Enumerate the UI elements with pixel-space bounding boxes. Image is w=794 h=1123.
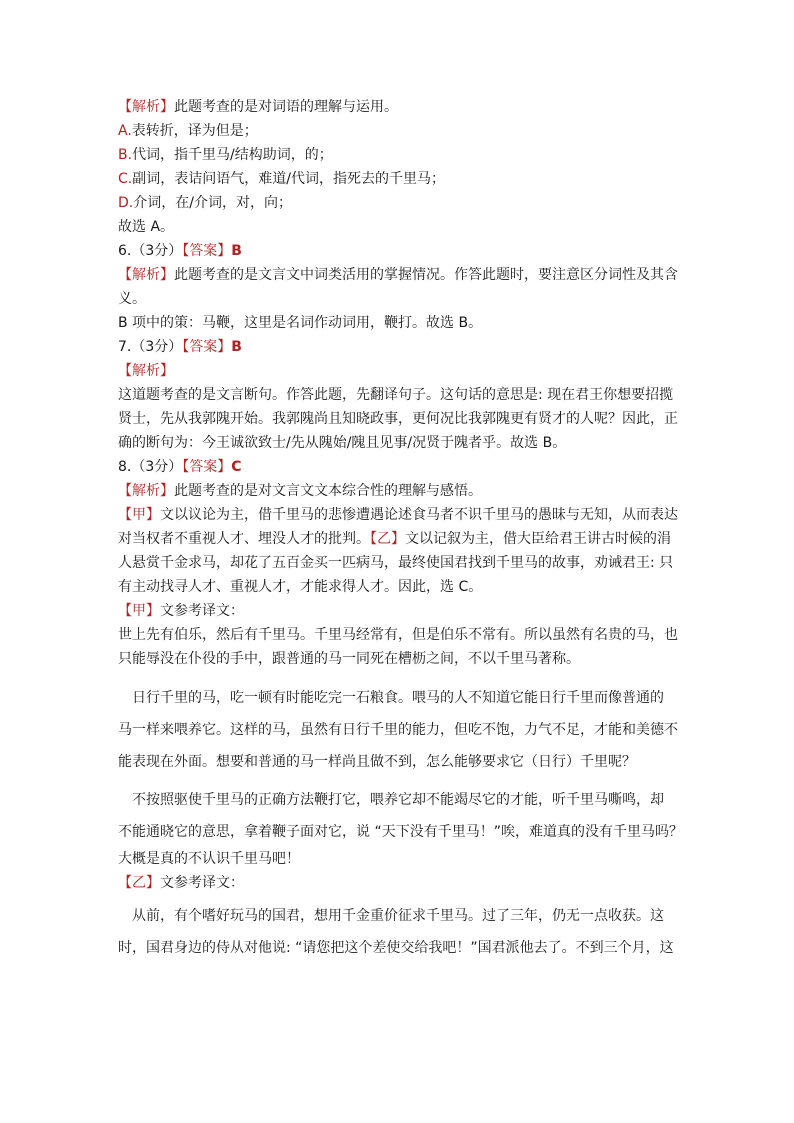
q8-header <box>118 456 678 478</box>
q8-line-1 <box>118 504 678 526</box>
q8-analysis-label: 【解析】 <box>118 483 174 499</box>
yi-translation-label: 【乙】 <box>118 875 160 891</box>
jia-p3-line-3: 大概是真的不认识千里马吧！ <box>118 851 300 867</box>
q6-number: 6.（3分） <box>118 243 183 259</box>
q5-option-d-text: 介词，在/介词，对，向； <box>133 195 292 211</box>
jia-p1-line-2: 只能辱没在仆役的手中，跟普通的马一同死在槽枥之间，不以千里马著称。 <box>118 651 580 667</box>
q5-analysis-text: 此题考查的是对词语的理解与运用。 <box>174 99 398 115</box>
q6-detail: B 项中的策：马鞭，这里是名词作动词用，鞭打。故选 B。 <box>118 315 483 331</box>
jia-p3-line-2: 不能通晓它的意思，拿着鞭子面对它，说 “天下没有千里马！”唉，难道真的没有千里马吗？ <box>118 824 683 840</box>
document-content <box>118 96 683 964</box>
q5-option-a-letter: A. <box>118 123 132 139</box>
q7-analysis-label: 【解析】 <box>118 363 174 379</box>
q6-analysis-label: 【解析】 <box>118 267 174 283</box>
q7-answer: B <box>231 339 242 355</box>
q5-analysis-label: 【解析】 <box>118 99 174 115</box>
q5-option-b-letter: B. <box>118 147 133 163</box>
q8-answer-label: 【答案】 <box>182 459 232 475</box>
q5-option-c-letter: C. <box>118 171 133 187</box>
q8-analysis <box>118 480 678 502</box>
q6-analysis-line-2: 义。 <box>118 291 146 307</box>
q7-number: 7.（3分） <box>118 339 183 355</box>
q8-line-4: 有主动找寻人才、重视人才，才能求得人才。因此，选 C。 <box>118 579 483 595</box>
yi-translation-heading-text: 文参考译文： <box>160 875 244 891</box>
jia-translation-heading-text: 文参考译文： <box>160 603 244 619</box>
q6-answer-label: 【答案】 <box>182 243 232 259</box>
jia-p1-line-1: 世上先有伯乐，然后有千里马。千里马经常有，但是伯乐不常有。所以虽然有名贵的马，也 <box>118 627 678 643</box>
q7-line-2: 贤士，先从我郭隗开始。我郭隗尚且知晓政事，更何况比我郭隗更有贤才的人呢？因此，正 <box>118 411 678 427</box>
yi-p1-line-2: 时，国君身边的侍从对他说: “请您把这个差使交给我吧！”国君派他去了。不到三个月，这 <box>118 940 674 956</box>
q7-line-3: 确的断句为：今王诚欲致士/先从隗始/隗且见事/况贤于隗者乎。故选 B。 <box>118 435 567 451</box>
q6-analysis-line-1 <box>118 264 678 286</box>
q6-analysis-text-1: 此题考查的是文言文中词类活用的掌握情况。作答此题时，要注意区分词性及其含 <box>174 267 678 283</box>
q5-option-a <box>118 120 678 142</box>
q6-answer: B <box>231 243 242 259</box>
q8-line-1-text: 文以议论为主，借千里马的悲惨遭遇论述食马者不识千里马的愚昧与无知，从而表达 <box>160 507 678 523</box>
q8-line-2b: 文以记叙为主，借大臣给君王讲古时候的涓 <box>405 531 671 547</box>
q8-line-2 <box>118 528 678 550</box>
jia-p2-line-2: 马一样来喂养它。这样的马，虽然有日行千里的能力，但吃不饱，力气不足，才能和美德不 <box>118 722 678 738</box>
yi-p1-line-1: 从前，有个嗜好玩马的国君，想用千金重价征求千里马。过了三年，仍无一点收获。这 <box>132 908 664 924</box>
q5-conclusion: 故选 A。 <box>118 219 175 235</box>
jia-p2-line-1: 日行千里的马，吃一顿有时能吃完一石粮食。喂马的人不知道它能日行千里而像普通的 <box>132 690 664 706</box>
q7-answer-label: 【答案】 <box>182 339 232 355</box>
q5-analysis <box>118 96 678 118</box>
q5-option-b <box>118 144 678 166</box>
q5-option-c <box>118 168 678 190</box>
q5-option-a-text: 表转折，译为但是； <box>131 123 258 139</box>
q7-line-1: 这道题考查的是文言断句。作答此题，先翻译句子。这句话的意思是: 现在君王你想要招揽 <box>118 387 674 403</box>
jia-p3-line-1: 不按照驱使千里马的正确方法鞭打它，喂养它却不能竭尽它的才能，听千里马嘶鸣，却 <box>132 792 664 808</box>
jia-translation-label: 【甲】 <box>118 603 160 619</box>
q5-option-d-letter: D. <box>118 195 134 211</box>
q8-yi-label: 【乙】 <box>370 531 405 547</box>
q8-number: 8.（3分） <box>118 459 183 475</box>
yi-translation-heading <box>118 872 678 894</box>
q7-header <box>118 336 678 358</box>
q5-option-c-text: 副词，表诘问语气，难道/代词，指死去的千里马； <box>132 171 445 187</box>
q8-answer: C <box>231 459 242 475</box>
q8-line-3: 人悬赏千金求马，却花了五百金买一匹病马，最终使国君找到千里马的故事，劝诫君王: 只 <box>118 555 674 571</box>
jia-translation-heading <box>118 600 678 622</box>
q8-line-2a: 对当权者不重视人才、埋没人才的批判。 <box>118 531 370 547</box>
q8-jia-label: 【甲】 <box>118 507 160 523</box>
jia-p2-line-3: 能表现在外面。想要和普通的马一样尚且做不到，怎么能够要求它（日行）千里呢？ <box>118 754 636 770</box>
q5-option-d <box>118 192 678 214</box>
q8-analysis-text: 此题考查的是对文言文文本综合性的理解与感悟。 <box>174 483 482 499</box>
q5-option-b-text: 代词，指千里马/结构助词，的； <box>132 147 333 163</box>
q6-header <box>118 240 678 262</box>
